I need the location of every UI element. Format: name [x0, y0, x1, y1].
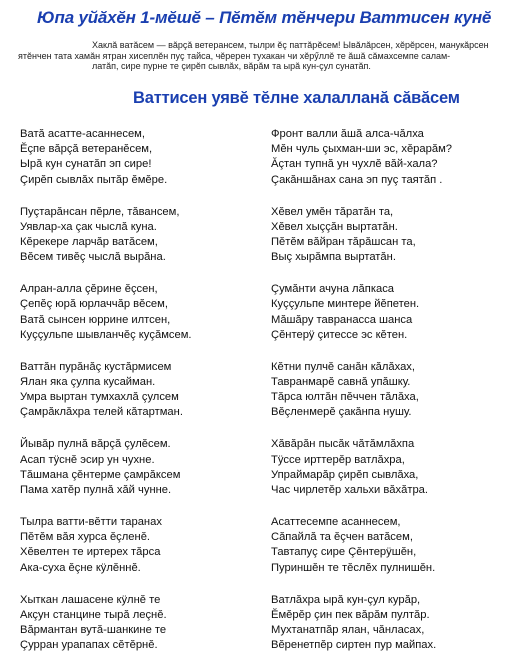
verse-line: Куççульпе шывланчĕç куçăмсем. — [20, 328, 192, 341]
verse-line: Выç хырăмпа выртатăн. — [271, 251, 396, 264]
verse-line: Акçун станцине тыpă леçнĕ. — [20, 608, 167, 621]
verse-line: Ватă сынсен юррине илтсен, — [20, 313, 171, 326]
verse-line: Тылра ватти-вĕтти таранах — [20, 516, 162, 529]
verse-line: Хăвăрăн пысăк чăтăмлăхпа — [271, 438, 415, 451]
verse-line: Тавранмарĕ савнă упăшку. — [271, 376, 411, 389]
verse-line: Уявлар-ха çак чыслă куна. — [20, 220, 157, 233]
verse-line: Тăрса юлтăн пĕччен тăлăха, — [271, 391, 419, 404]
poem-column-left — [20, 127, 260, 670]
verse-line: Ялан яка çулпа кусайман. — [20, 376, 156, 389]
verse-line: Тавтапуç сире Çĕнтерÿшĕн, — [271, 546, 417, 559]
verse-line: Мĕн чуль çыхман-ши эс, хĕрарăм? — [271, 143, 452, 156]
poem-title: Ваттисен уявĕ тĕлне халалланă сăвăсем — [133, 89, 460, 107]
verse-line: Вĕçленмерĕ çакăнпа нушу. — [271, 406, 412, 419]
verse-line: Хĕвел хыççăн выртатăн. — [271, 220, 398, 233]
verse-line: Çамрăклăхра телей кăтартман. — [20, 406, 183, 419]
verse-line: Ватă асатте-асаннесем, — [20, 128, 145, 140]
stanza — [20, 593, 260, 654]
verse-line: Вĕренетпĕр сиртен пур майпах. — [271, 639, 437, 652]
verse-line: Тÿссе ирттерĕр ватлăхра, — [271, 453, 405, 466]
verse-line: Мухтанатпăр ялан, чăнласах, — [271, 624, 425, 637]
intro-line: Хаклă ватăсем — вăрçă ветерансем, тылри ĕç паттăрĕсем! Ывăлăрсен, хĕрĕрсен, манукăрсен — [92, 40, 489, 50]
verse-line: Вĕсем тивĕç чыслă вырăна. — [20, 251, 166, 264]
stanza — [20, 282, 260, 343]
verse-line: Пуриншĕн те тĕслĕх пулнишĕн. — [271, 561, 436, 574]
verse-line: Вăрмантан вутă-шанкине те — [20, 624, 167, 637]
stanza — [20, 360, 260, 421]
poem-column-right — [271, 127, 511, 670]
stanza — [271, 127, 511, 188]
stanza — [20, 127, 260, 188]
verse-line: Алран-алла çĕрине ĕçсен, — [20, 283, 158, 296]
stanza — [20, 205, 260, 266]
stanza — [271, 437, 511, 498]
verse-line: Пуçтарăнсан пĕрле, тăвансем, — [20, 205, 180, 218]
verse-line: Çумăнти ачуна лăпкаса — [271, 283, 395, 296]
stanza — [271, 360, 511, 421]
stanza — [20, 515, 260, 576]
stanza — [271, 515, 511, 576]
verse-line: Асаттесемпе асаннесем, — [271, 516, 401, 529]
verse-line: Кĕрекере ларчăр ватăсем, — [20, 236, 158, 249]
stanza — [20, 437, 260, 498]
verse-line: Ырă кун сунатăп эп сире! — [20, 158, 152, 171]
verse-line: Сăпайлă та ĕçчен ватăсем, — [271, 531, 413, 544]
verse-line: Мăшăру тавранасса шанса — [271, 313, 413, 326]
verse-line: Умра выртан тумхахлă çулсем — [20, 391, 179, 404]
verse-line: Ваттăн пурăнăç кустăрмисем — [20, 360, 172, 373]
verse-line: Ака-суха ĕçне кÿлĕннĕ. — [20, 561, 141, 574]
verse-line: Асап тÿснĕ эсир ун чухне. — [20, 453, 155, 466]
verse-line: Çепĕç юрă юрлаччăр вĕсем, — [20, 298, 168, 311]
page-title: Юпа уйăхĕн 1-мĕшĕ – Пĕтĕм тĕнчери Ваттисен кунĕ — [37, 8, 492, 27]
verse-line: Час чирлетĕр хальхи вăхăтра. — [271, 484, 429, 497]
verse-line: Хĕвел умĕн тăратăн та, — [271, 205, 394, 218]
verse-line: Хыткан лашасене кÿлнĕ те — [20, 593, 161, 606]
verse-line: Кĕтни пулчĕ санăн кăлăхах, — [271, 360, 416, 373]
verse-line: Çирĕп сывлăх пытăр ĕмĕре. — [20, 173, 168, 186]
verse-line: Фронт валли ăшă алса-чăлха — [271, 128, 424, 140]
stanza — [271, 205, 511, 266]
verse-line: Пама хатĕр пулнă хăй чунне. — [20, 484, 172, 497]
intro-line: ятĕнчен тата хамăн ятран хисеплĕн пуç тайса, чĕререн тухакан чи хĕрӳллĕ те ăшă сăмахсемпе салам- — [18, 50, 451, 61]
verse-line: Упраймарăр çирĕп сывлăха, — [271, 468, 419, 481]
verse-line: Ĕмĕрĕр çин пек вăрăм пултăр. — [271, 608, 430, 621]
verse-line: Ватлăхра ырă кун-çул курăр, — [271, 593, 421, 606]
verse-line: Пĕтĕм вăя хурса ĕçленĕ. — [20, 531, 151, 544]
verse-line: Тăшмана çĕнтерме çамрăксем — [20, 468, 181, 481]
verse-line: Çурран урапапах сĕтĕрнĕ. — [20, 639, 158, 652]
stanza — [271, 593, 511, 654]
verse-line: Ăçтан тупнă ун чухлĕ вăй-хала? — [271, 158, 438, 171]
intro-paragraph — [18, 40, 510, 72]
intro-line: латăп, сире пурне те çирĕп сывлăх, вăрăм та ырă кун-çул сунатăп. — [92, 61, 371, 71]
verse-line: Пĕтĕм вăйран тăрăшсан та, — [271, 236, 416, 249]
verse-line: Çĕнтерÿ çитессе эс кĕтен. — [271, 328, 408, 341]
verse-line: Куççульпе минтере йĕпетен. — [271, 298, 420, 311]
stanza — [271, 282, 511, 343]
verse-line: Çакăншăнах сана эп пуç таятăп . — [271, 173, 443, 186]
verse-line: Хĕвелтен те иртерех тăрса — [20, 546, 161, 559]
verse-line: Ĕçпе вăрçă ветеранĕсем, — [20, 143, 153, 156]
verse-line: Йывăр пулнă вăрçă çулĕсем. — [20, 438, 171, 451]
